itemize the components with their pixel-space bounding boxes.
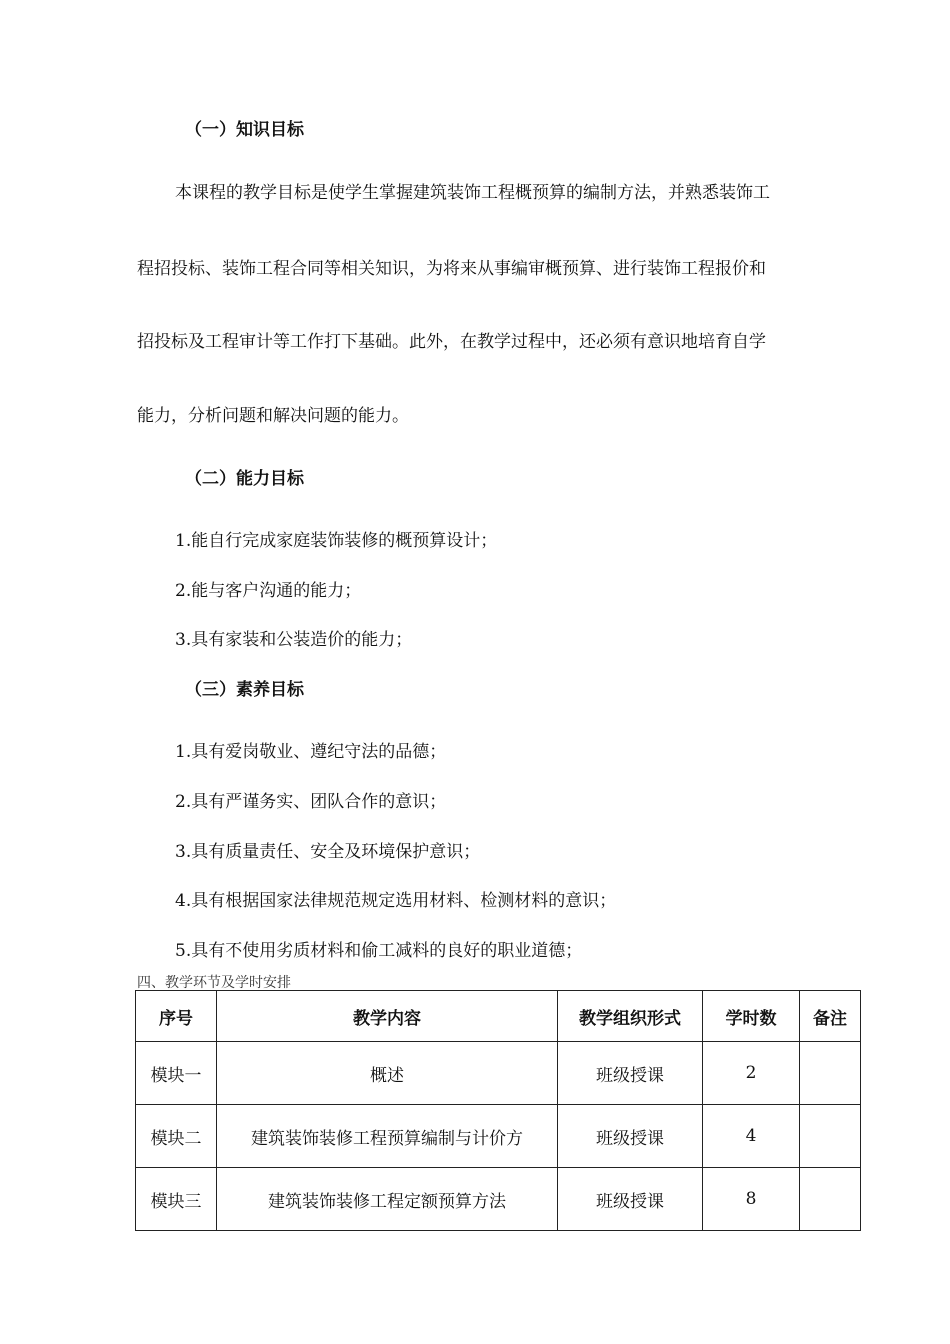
header-content: 教学内容 xyxy=(217,991,558,1042)
cell-content: 建筑装饰装修工程预算编制与计价方 xyxy=(217,1105,558,1168)
cell-content: 概述 xyxy=(217,1042,558,1105)
knowledge-goal-line-3: 招投标及工程审计等工作打下基础。此外，在教学过程中，还必须有意识地培育自学 xyxy=(137,332,766,352)
header-format: 教学组织形式 xyxy=(558,991,703,1042)
cell-index: 模块二 xyxy=(136,1105,217,1168)
cell-hours: 2 xyxy=(703,1042,800,1105)
quality-goal-item: 4.具有根据国家法律规范规定选用材料、检测材料的意识； xyxy=(175,891,617,911)
table-row xyxy=(136,1105,861,1168)
ability-goal-item: 1.能自行完成家庭装饰装修的概预算设计； xyxy=(175,531,498,551)
cell-notes xyxy=(800,1042,861,1105)
ability-goal-item: 2.能与客户沟通的能力； xyxy=(175,581,362,601)
table-header-row xyxy=(136,991,861,1042)
cell-format: 班级授课 xyxy=(558,1105,703,1168)
cell-notes xyxy=(800,1105,861,1168)
cell-format: 班级授课 xyxy=(558,1042,703,1105)
table-row xyxy=(136,1042,861,1105)
ability-goal-heading: （二）能力目标 xyxy=(185,469,304,489)
cell-notes xyxy=(800,1168,861,1231)
quality-goal-item: 3.具有质量责任、安全及环境保护意识； xyxy=(175,842,481,862)
schedule-table xyxy=(135,990,861,1231)
cell-hours: 8 xyxy=(703,1168,800,1231)
quality-goal-item: 5.具有不使用劣质材料和偷工减料的良好的职业道德； xyxy=(175,941,583,961)
header-hours: 学时数 xyxy=(703,991,800,1042)
knowledge-goal-line-2: 程招投标、装饰工程合同等相关知识，为将来从事编审概预算、进行装饰工程报价和 xyxy=(137,259,766,279)
quality-goal-item: 1.具有爱岗敬业、遵纪守法的品德； xyxy=(175,742,447,762)
schedule-caption: 四、教学环节及学时安排 xyxy=(137,975,291,991)
knowledge-goal-line-1: 本课程的教学目标是使学生掌握建筑装饰工程概预算的编制方法，并熟悉装饰工 xyxy=(175,183,770,203)
quality-goal-heading: （三）素养目标 xyxy=(185,680,304,700)
knowledge-goal-line-4: 能力，分析问题和解决问题的能力。 xyxy=(137,406,409,426)
quality-goal-item: 2.具有严谨务实、团队合作的意识； xyxy=(175,792,447,812)
cell-format: 班级授课 xyxy=(558,1168,703,1231)
cell-index: 模块一 xyxy=(136,1042,217,1105)
cell-hours: 4 xyxy=(703,1105,800,1168)
header-notes: 备注 xyxy=(800,991,861,1042)
cell-index: 模块三 xyxy=(136,1168,217,1231)
knowledge-goal-heading: （一）知识目标 xyxy=(185,120,304,140)
ability-goal-item: 3.具有家装和公装造价的能力； xyxy=(175,630,413,650)
cell-content: 建筑装饰装修工程定额预算方法 xyxy=(217,1168,558,1231)
header-index: 序号 xyxy=(136,991,217,1042)
table-row xyxy=(136,1168,861,1231)
